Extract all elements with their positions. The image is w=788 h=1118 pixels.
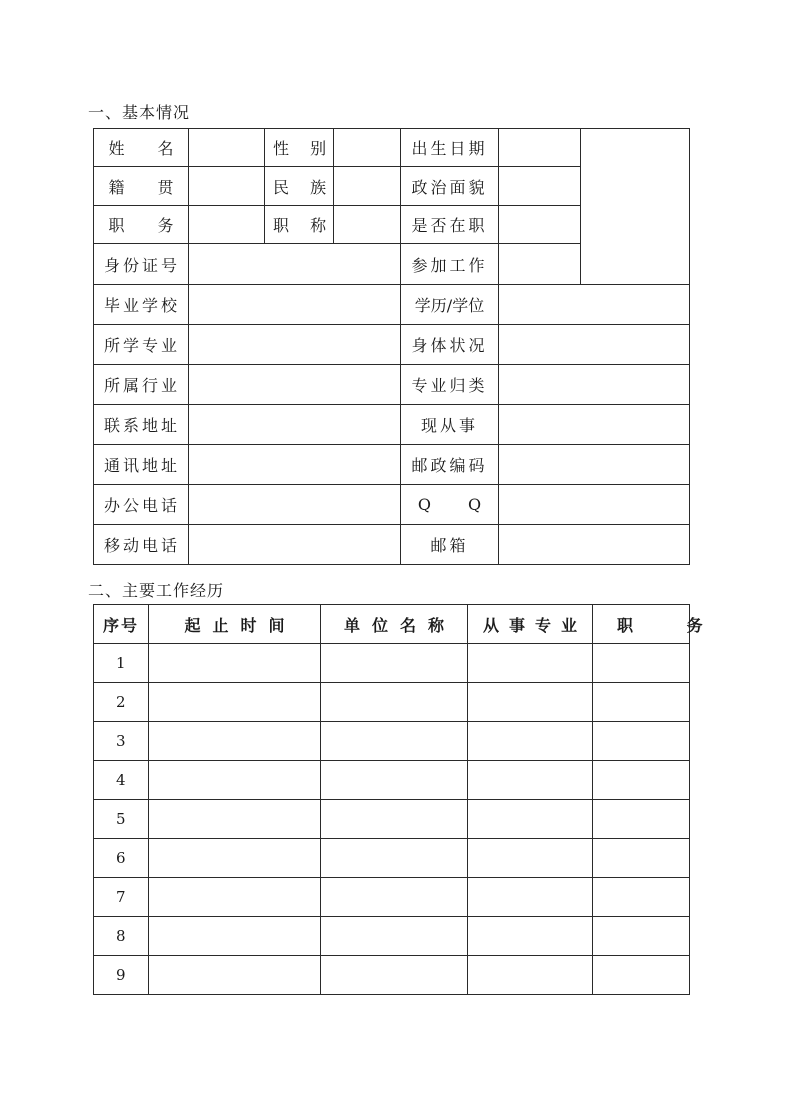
cell-profession[interactable] bbox=[468, 878, 593, 917]
header-period: 起止时间 bbox=[149, 605, 321, 644]
cell-profession[interactable] bbox=[468, 683, 593, 722]
label-qq: Q Q bbox=[401, 485, 499, 525]
cell-period[interactable] bbox=[149, 683, 321, 722]
label-political-status: 政治面貌 bbox=[401, 167, 499, 206]
label-id-number: 身份证号 bbox=[94, 244, 189, 285]
cell-post[interactable] bbox=[593, 644, 690, 683]
row-seq: 3 bbox=[94, 722, 149, 761]
field-native-place[interactable] bbox=[189, 167, 265, 206]
label-birth-date: 出生日期 bbox=[401, 129, 499, 167]
work-history-table bbox=[93, 604, 727, 995]
field-office-phone[interactable] bbox=[189, 485, 401, 525]
table-row bbox=[94, 800, 690, 839]
cell-post[interactable] bbox=[593, 800, 690, 839]
cell-profession[interactable] bbox=[468, 956, 593, 995]
cell-profession[interactable] bbox=[468, 839, 593, 878]
table-row bbox=[94, 839, 690, 878]
table-row bbox=[94, 917, 690, 956]
label-specialty-category: 专业归类 bbox=[401, 365, 499, 405]
row-seq: 1 bbox=[94, 644, 149, 683]
field-gender[interactable] bbox=[334, 129, 401, 167]
table-row bbox=[94, 683, 690, 722]
cell-period[interactable] bbox=[149, 917, 321, 956]
row-seq: 4 bbox=[94, 761, 149, 800]
cell-unit[interactable] bbox=[321, 878, 468, 917]
table-row bbox=[94, 956, 690, 995]
cell-post[interactable] bbox=[593, 839, 690, 878]
row-seq: 9 bbox=[94, 956, 149, 995]
cell-profession[interactable] bbox=[468, 722, 593, 761]
field-contact-address[interactable] bbox=[189, 405, 401, 445]
cell-post[interactable] bbox=[593, 956, 690, 995]
cell-period[interactable] bbox=[149, 800, 321, 839]
header-unit: 单位名称 bbox=[321, 605, 468, 644]
field-current-work[interactable] bbox=[499, 405, 690, 445]
cell-period[interactable] bbox=[149, 956, 321, 995]
cell-period[interactable] bbox=[149, 839, 321, 878]
label-education-degree: 学历/学位 bbox=[401, 285, 499, 325]
cell-unit[interactable] bbox=[321, 956, 468, 995]
cell-profession[interactable] bbox=[468, 800, 593, 839]
field-title[interactable] bbox=[334, 206, 401, 244]
cell-profession[interactable] bbox=[468, 761, 593, 800]
field-mailing-address[interactable] bbox=[189, 445, 401, 485]
field-postal-code[interactable] bbox=[499, 445, 690, 485]
row-seq: 6 bbox=[94, 839, 149, 878]
label-email: 邮箱 bbox=[401, 525, 499, 565]
field-health[interactable] bbox=[499, 325, 690, 365]
field-position[interactable] bbox=[189, 206, 265, 244]
label-gender: 性 别 bbox=[265, 129, 334, 167]
table-row bbox=[94, 878, 690, 917]
label-mobile-phone: 移动电话 bbox=[94, 525, 189, 565]
row-seq: 7 bbox=[94, 878, 149, 917]
field-birth-date[interactable] bbox=[499, 129, 581, 167]
field-ethnicity[interactable] bbox=[334, 167, 401, 206]
table-row bbox=[94, 644, 690, 683]
cell-period[interactable] bbox=[149, 761, 321, 800]
header-seq: 序号 bbox=[94, 605, 149, 644]
cell-period[interactable] bbox=[149, 644, 321, 683]
field-education-degree[interactable] bbox=[499, 285, 690, 325]
field-id-number[interactable] bbox=[189, 244, 401, 285]
cell-post[interactable] bbox=[593, 683, 690, 722]
cell-post[interactable] bbox=[593, 722, 690, 761]
header-post: 职 务 bbox=[593, 605, 690, 644]
row-seq: 5 bbox=[94, 800, 149, 839]
label-native-place: 籍 贯 bbox=[94, 167, 189, 206]
field-on-duty[interactable] bbox=[499, 206, 581, 244]
label-title: 职 称 bbox=[265, 206, 334, 244]
field-graduate-school[interactable] bbox=[189, 285, 401, 325]
label-industry: 所属行业 bbox=[94, 365, 189, 405]
label-join-work: 参加工作 bbox=[401, 244, 499, 285]
cell-period[interactable] bbox=[149, 878, 321, 917]
cell-unit[interactable] bbox=[321, 683, 468, 722]
label-graduate-school: 毕业学校 bbox=[94, 285, 189, 325]
basic-info-table bbox=[93, 128, 690, 565]
cell-profession[interactable] bbox=[468, 644, 593, 683]
row-seq: 2 bbox=[94, 683, 149, 722]
section-basic-info-title: 一、基本情况 bbox=[88, 103, 191, 122]
field-email[interactable] bbox=[499, 525, 690, 565]
cell-post[interactable] bbox=[593, 878, 690, 917]
label-contact-address: 联系地址 bbox=[94, 405, 189, 445]
cell-unit[interactable] bbox=[321, 917, 468, 956]
row-seq: 8 bbox=[94, 917, 149, 956]
section-work-history-title: 二、主要工作经历 bbox=[88, 581, 225, 600]
label-current-work: 现从事 bbox=[401, 405, 499, 445]
field-join-work[interactable] bbox=[499, 244, 581, 285]
label-on-duty: 是否在职 bbox=[401, 206, 499, 244]
table-row bbox=[94, 761, 690, 800]
cell-unit[interactable] bbox=[321, 722, 468, 761]
header-profession: 从事专业 bbox=[468, 605, 593, 644]
field-major[interactable] bbox=[189, 325, 401, 365]
field-specialty-category[interactable] bbox=[499, 365, 690, 405]
label-health: 身体状况 bbox=[401, 325, 499, 365]
cell-profession[interactable] bbox=[468, 917, 593, 956]
label-name: 姓 名 bbox=[94, 129, 189, 167]
label-postal-code: 邮政编码 bbox=[401, 445, 499, 485]
label-position: 职 务 bbox=[94, 206, 189, 244]
cell-unit[interactable] bbox=[321, 800, 468, 839]
field-political-status[interactable] bbox=[499, 167, 581, 206]
field-mobile-phone[interactable] bbox=[189, 525, 401, 565]
label-ethnicity: 民 族 bbox=[265, 167, 334, 206]
table-row bbox=[94, 722, 690, 761]
cell-unit[interactable] bbox=[321, 761, 468, 800]
field-name[interactable] bbox=[189, 129, 265, 167]
photo-box[interactable] bbox=[581, 129, 690, 285]
field-industry[interactable] bbox=[189, 365, 401, 405]
label-major: 所学专业 bbox=[94, 325, 189, 365]
label-mailing-address: 通讯地址 bbox=[94, 445, 189, 485]
field-qq[interactable] bbox=[499, 485, 690, 525]
cell-post[interactable] bbox=[593, 761, 690, 800]
cell-unit[interactable] bbox=[321, 644, 468, 683]
label-office-phone: 办公电话 bbox=[94, 485, 189, 525]
cell-unit[interactable] bbox=[321, 839, 468, 878]
cell-period[interactable] bbox=[149, 722, 321, 761]
cell-post[interactable] bbox=[593, 917, 690, 956]
